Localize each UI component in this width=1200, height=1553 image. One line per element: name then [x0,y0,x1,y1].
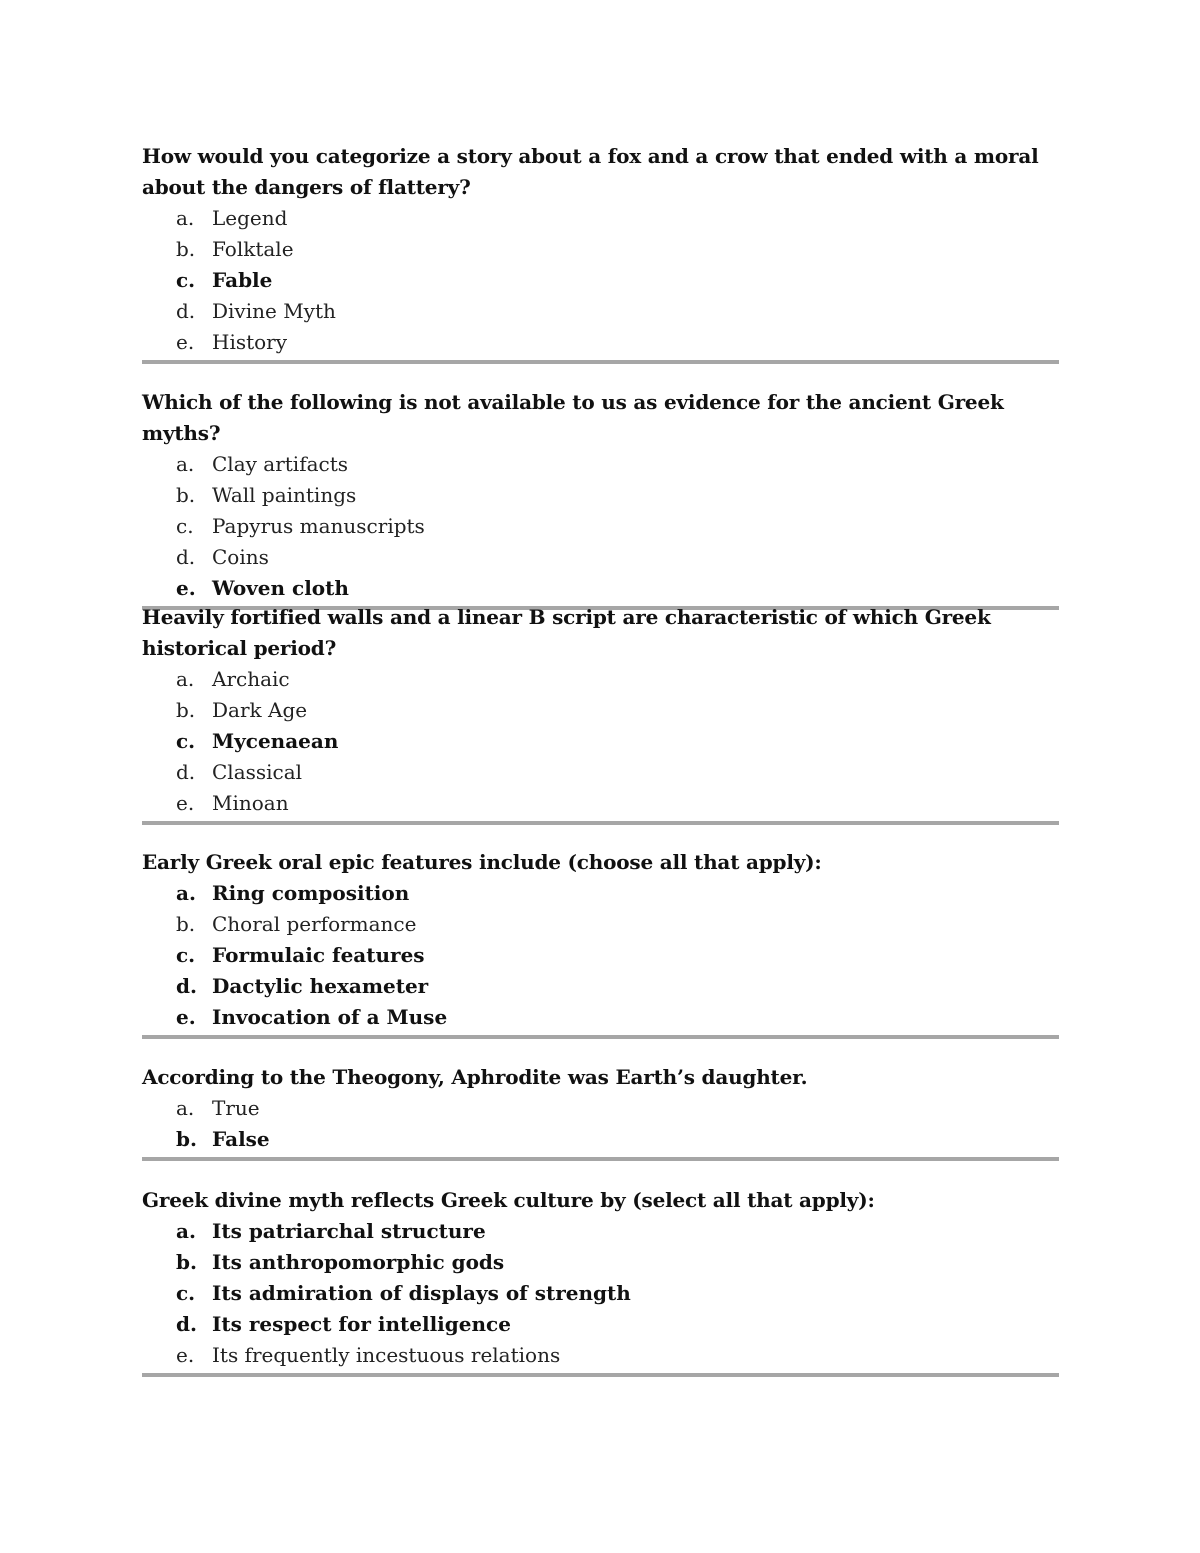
question-text: Greek divine myth reflects Greek culture by (select all that apply): [142,1188,875,1212]
answer-option-correct [142,573,1059,604]
option-letter: a. [176,881,196,905]
option-letter: b. [176,237,196,261]
answer-options [142,1216,1059,1371]
answer-option-correct [142,265,1059,296]
answer-options [142,1093,1059,1155]
option-text: Folktale [212,237,294,261]
option-text: History [212,330,288,354]
answer-option [142,695,1059,726]
option-letter: d. [176,974,197,998]
answer-option [142,1340,1059,1371]
option-text: Dark Age [212,698,308,722]
option-text: Fable [212,268,273,292]
option-text: Classical [212,760,303,784]
question-block-2 [142,387,1059,610]
answer-option-correct [142,1278,1059,1309]
option-letter: c. [176,1281,196,1305]
option-text: Woven cloth [212,576,349,600]
option-text: Coins [212,545,269,569]
answer-option [142,788,1059,819]
option-text: Clay artifacts [212,452,349,476]
question-text: Heavily fortified walls and a linear B script are characteristic of which Greek historical period? [142,605,991,660]
option-letter: b. [176,912,196,936]
answer-option [142,449,1059,480]
answer-option [142,234,1059,265]
question-block-6 [142,1185,1059,1377]
option-letter: a. [176,206,195,230]
answer-option-correct [142,940,1059,971]
option-text: Archaic [212,667,290,691]
option-letter: d. [176,299,196,323]
option-text: Ring composition [212,881,410,905]
answer-option-correct [142,1309,1059,1340]
option-text: Legend [212,206,288,230]
answer-option [142,296,1059,327]
answer-options [142,878,1059,1033]
question-text: Which of the following is not available to us as evidence for the ancient Greek myths? [142,390,1004,445]
answer-option [142,480,1059,511]
question-text: How would you categorize a story about a fox and a crow that ended with a moral about the dangers of flattery? [142,144,1039,199]
option-letter: b. [176,1127,197,1151]
option-text: Formulaic features [212,943,425,967]
option-letter: d. [176,1312,197,1336]
option-letter: b. [176,483,196,507]
option-text: Its frequently incestuous relations [212,1343,561,1367]
answer-option [142,511,1059,542]
option-letter: b. [176,698,196,722]
option-letter: a. [176,452,195,476]
answer-option [142,757,1059,788]
option-letter: c. [176,268,196,292]
option-letter: b. [176,1250,197,1274]
option-text: Its anthropomorphic gods [212,1250,505,1274]
option-text: Minoan [212,791,289,815]
answer-options [142,449,1059,604]
divider-line [142,360,1059,364]
answer-options [142,203,1059,358]
option-text: False [212,1127,270,1151]
option-letter: a. [176,1096,195,1120]
option-letter: d. [176,545,196,569]
option-text: Dactylic hexameter [212,974,429,998]
option-text: Its patriarchal structure [212,1219,486,1243]
option-text: Invocation of a Muse [212,1005,448,1029]
option-letter: e. [176,1005,196,1029]
option-letter: c. [176,514,194,538]
question-text: Early Greek oral epic features include (choose all that apply): [142,850,822,874]
option-text: Wall paintings [212,483,357,507]
divider-line [142,821,1059,825]
answer-option [142,909,1059,940]
answer-option [142,203,1059,234]
option-letter: a. [176,667,195,691]
answer-option-correct [142,878,1059,909]
answer-option [142,542,1059,573]
answer-option-correct [142,1002,1059,1033]
question-block-4 [142,847,1059,1039]
option-letter: e. [176,1343,195,1367]
option-text: Mycenaean [212,729,339,753]
option-letter: e. [176,791,195,815]
question-text: According to the Theogony, Aphrodite was Earth’s daughter. [142,1065,808,1089]
option-letter: a. [176,1219,196,1243]
option-text: Papyrus manuscripts [212,514,425,538]
answer-option-correct [142,971,1059,1002]
answer-option [142,327,1059,358]
option-text: Its respect for intelligence [212,1312,511,1336]
answer-options [142,664,1059,819]
option-letter: e. [176,576,196,600]
option-text: Its admiration of displays of strength [212,1281,631,1305]
option-text: Choral performance [212,912,417,936]
question-block-1 [142,141,1059,364]
answer-option [142,664,1059,695]
divider-line [142,1035,1059,1039]
option-letter: d. [176,760,196,784]
answer-option-correct [142,1124,1059,1155]
option-text: True [212,1096,260,1120]
answer-option-correct [142,726,1059,757]
divider-line [142,1373,1059,1377]
answer-option-correct [142,1247,1059,1278]
answer-option [142,1093,1059,1124]
question-block-5 [142,1062,1059,1161]
answer-option-correct [142,1216,1059,1247]
option-letter: e. [176,330,195,354]
option-letter: c. [176,943,196,967]
option-text: Divine Myth [212,299,336,323]
question-block-3 [142,602,1059,825]
divider-line [142,1157,1059,1161]
option-letter: c. [176,729,196,753]
